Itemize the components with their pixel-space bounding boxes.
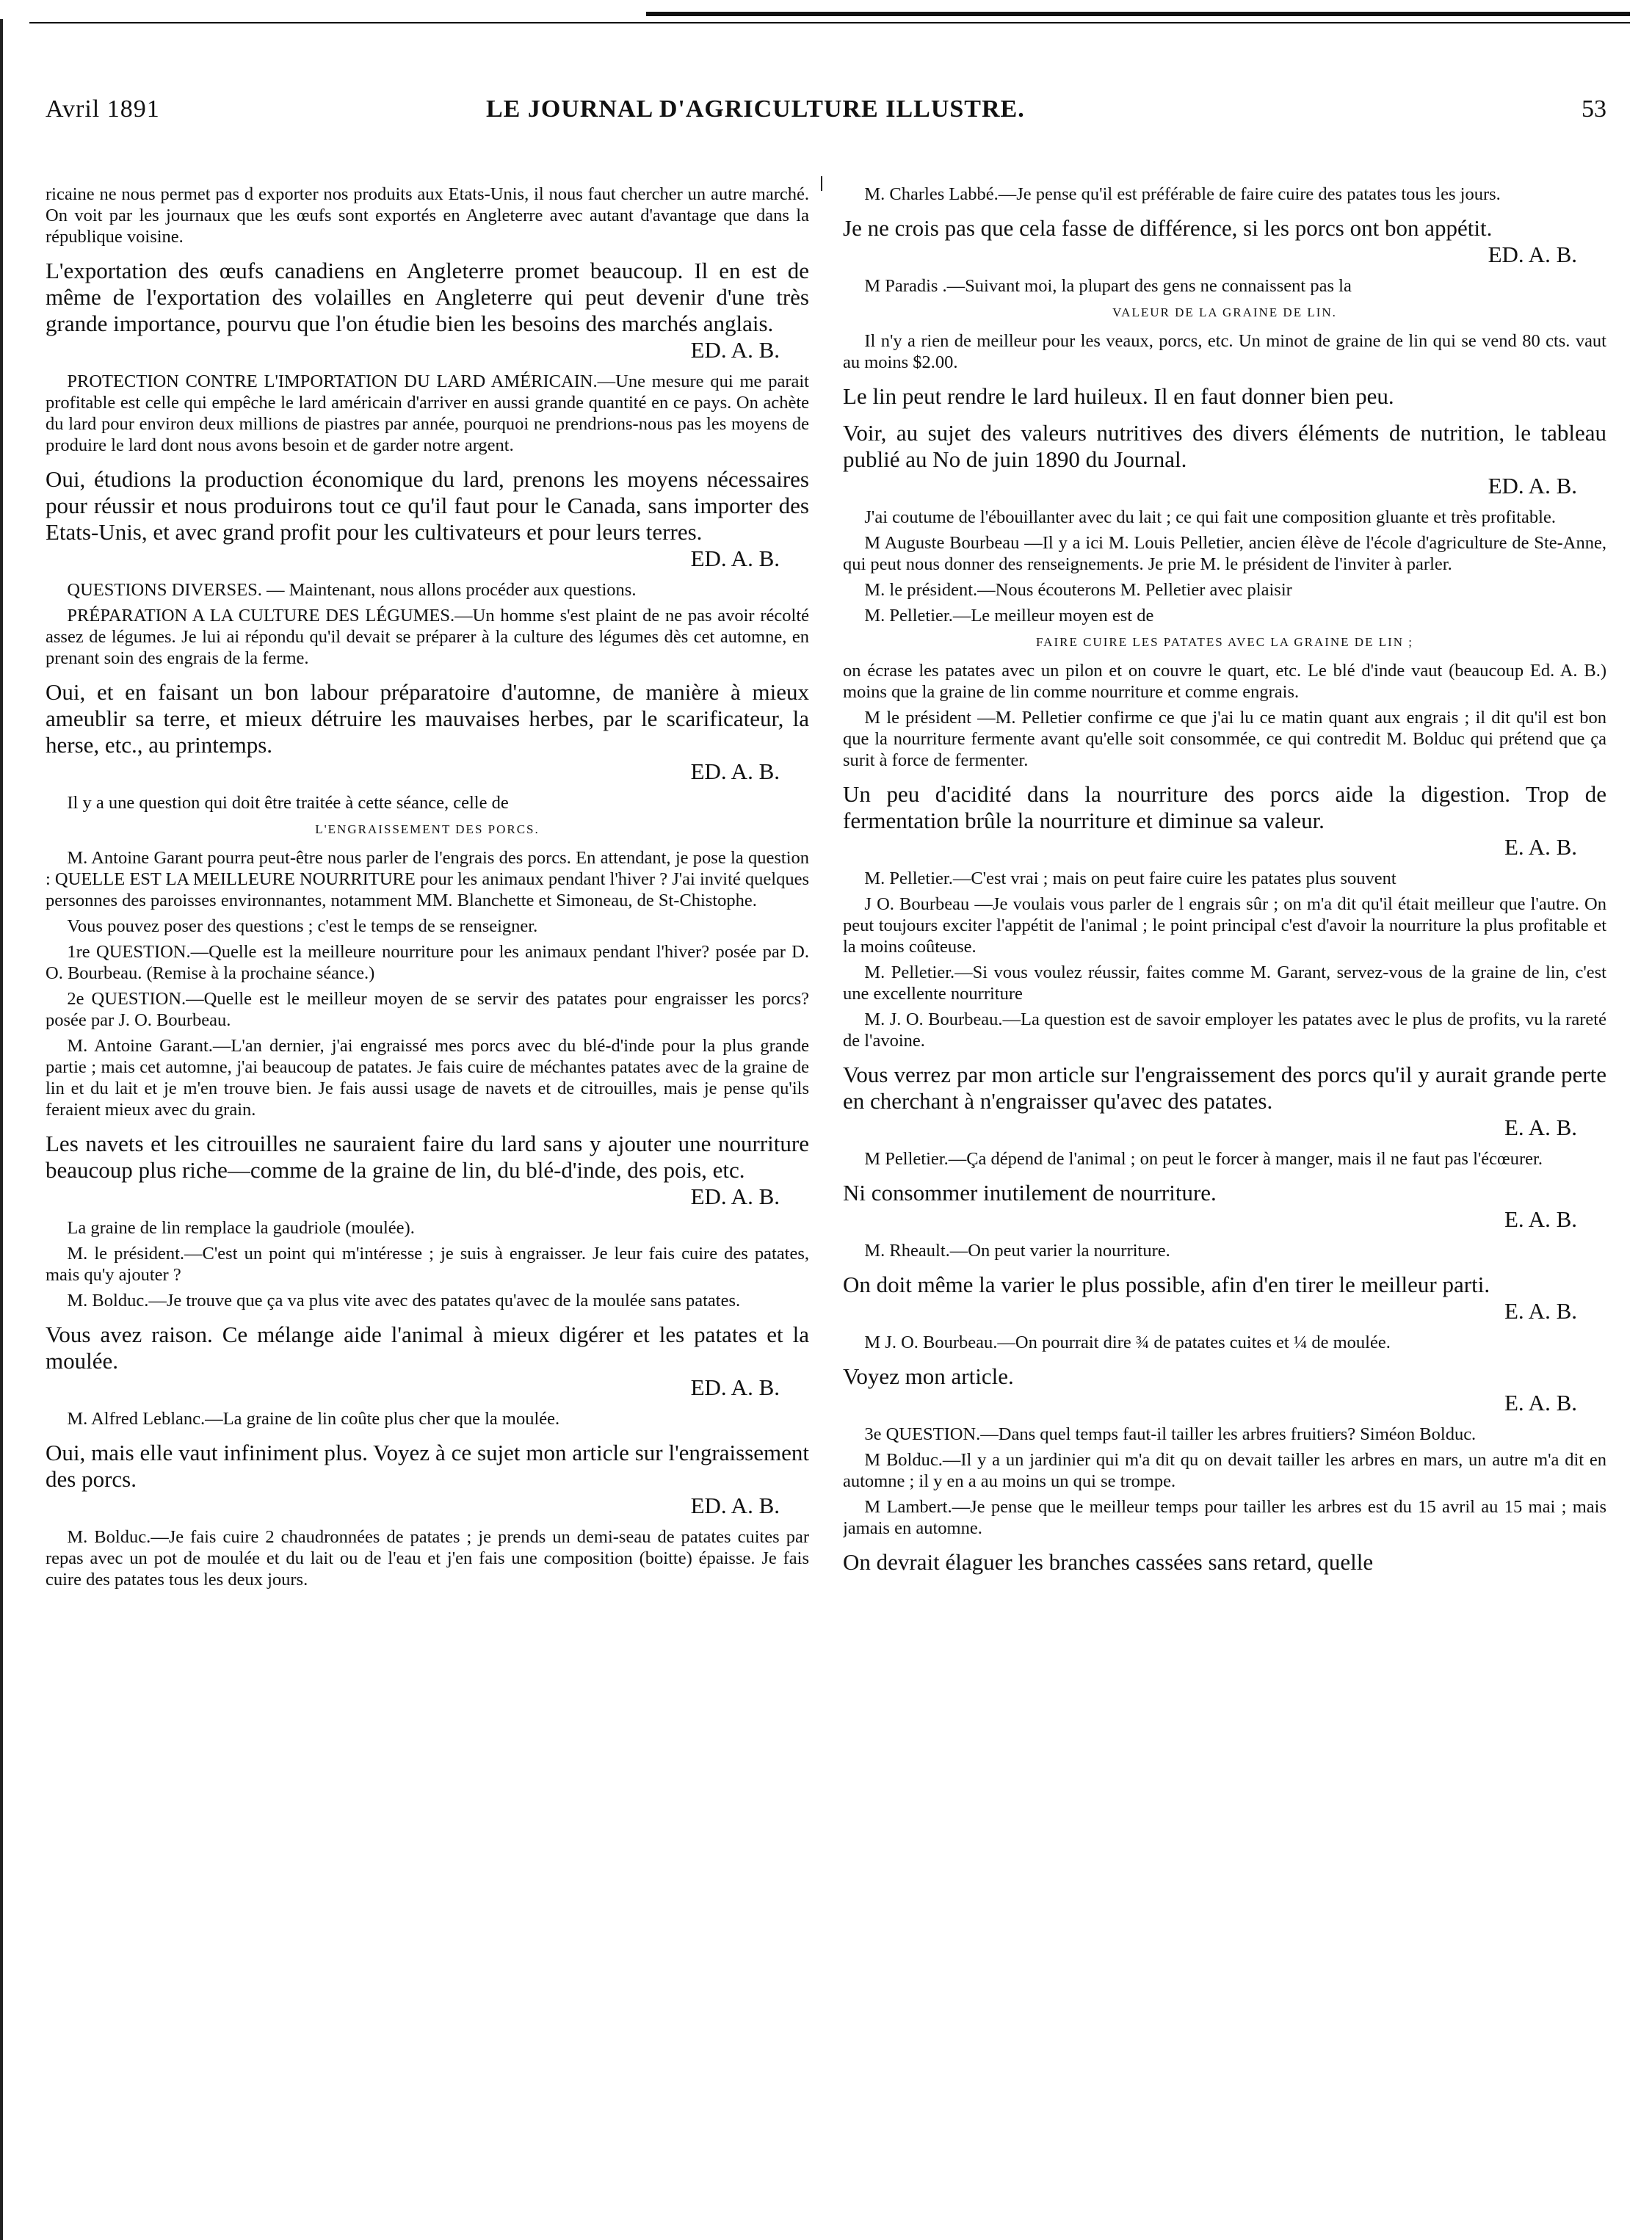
paragraph-text: La graine de lin remplace la gaudriole (moulée).	[67, 1218, 415, 1238]
paragraph-text: M J. O. Bourbeau.—On pourrait dire ¾ de patates cuites et ¼ de moulée.	[864, 1333, 1391, 1352]
paragraph-text: FAIRE CUIRE LES PATATES AVEC LA GRAINE DE LIN ;	[1035, 635, 1414, 649]
paragraph-text: Voir, au sujet des valeurs nutritives des divers éléments de nutrition, le tableau publié au No de juin 1890 du Journal.	[843, 420, 1606, 472]
editor-note	[843, 1062, 1606, 1141]
paragraph	[46, 184, 809, 247]
paragraph	[46, 916, 809, 937]
page-edge-shadow	[0, 19, 3, 2240]
paragraph-text: Oui, et en faisant un bon labour préparatoire d'automne, de manière à mieux ameublir sa terre, et mieux détruire les mauvaises herbes, par le scarificateur, la herse, etc., au printemps.	[46, 679, 809, 758]
journal-title: LE JOURNAL D'AGRICULTURE ILLUSTRE.	[486, 95, 1025, 123]
paragraph-text: M. Rheault.—On peut varier la nourriture.	[864, 1241, 1170, 1261]
header-date: Avril 1891	[46, 95, 160, 123]
editor-note	[46, 1322, 809, 1401]
section-heading	[843, 635, 1606, 650]
page-header	[46, 95, 1606, 132]
editor-note	[46, 1440, 809, 1519]
paragraph	[843, 532, 1606, 575]
paragraph-text: M Auguste Bourbeau —Il y a ici M. Louis Pelletier, ancien élève de l'école d'agriculture de Ste-Anne, qui peut nous donner des renseignements. Je prie M. le président de l'inviter à parler.	[843, 533, 1606, 574]
editor-note	[46, 466, 809, 572]
paragraph-text: M. Pelletier.—C'est vrai ; mais on peut faire cuire les patates plus souvent	[864, 869, 1396, 888]
paragraph-text: Je ne crois pas que cela fasse de différence, si les porcs ont bon appétit.	[843, 215, 1493, 241]
paragraph-text: L'ENGRAISSEMENT DES PORCS.	[315, 822, 540, 836]
editor-signature: E. A. B.	[1504, 1390, 1577, 1416]
section-heading	[843, 305, 1606, 320]
editor-signature: ED. A. B.	[690, 758, 780, 784]
paragraph	[46, 371, 809, 456]
editor-note	[843, 1363, 1606, 1416]
paragraph-text: M. J. O. Bourbeau.—La question est de savoir employer les patates avec le plus de profits, vu la rareté de l'avoine.	[843, 1010, 1606, 1051]
paragraph	[843, 707, 1606, 771]
paragraph-text: M. Pelletier.—Le meilleur moyen est de	[864, 606, 1154, 626]
paragraph	[843, 1449, 1606, 1492]
paragraph	[843, 1009, 1606, 1051]
paragraph-text: J O. Bourbeau —Je voulais vous parler de l engrais sûr ; on m'a dit qu'il était meilleur que l'autre. On peut toujours exciter l'appétit de l'animal ; le point principal c'est d'avoir la nourriture la plus profitable et la moins coûteuse.	[843, 894, 1606, 957]
paragraph-text: 3e QUESTION.—Dans quel temps faut-il tailler les arbres fruitiers? Siméon Bolduc.	[864, 1424, 1477, 1444]
paragraph	[46, 847, 809, 911]
editor-note	[46, 258, 809, 363]
paragraph-text: On doit même la varier le plus possible, afin d'en tirer le meilleur parti.	[843, 1272, 1490, 1297]
paragraph	[843, 605, 1606, 626]
paragraph	[46, 988, 809, 1031]
paragraph-text: L'exportation des œufs canadiens en Angleterre promet beaucoup. Il en est de même de l'exportation des volailles en Angleterre qui peut devenir d'une très grande importance, pourvu que l'on étudie bien les besoins des marchés anglais.	[46, 258, 809, 336]
paragraph-text: 2e QUESTION.—Quelle est le meilleur moyen de se servir des patates pour engraisser les porcs? posée par J. O. Bourbeau.	[46, 989, 809, 1030]
editor-signature: ED. A. B.	[1488, 242, 1577, 267]
paragraph-text: 1re QUESTION.—Quelle est la meilleure nourriture pour les animaux pendant l'hiver? posée par D. O. Bourbeau. (Remise à la prochaine séance.)	[46, 942, 809, 983]
paragraph	[46, 1035, 809, 1120]
paragraph-text: Il y a une question qui doit être traitée à cette séance, celle de	[67, 793, 509, 813]
paragraph	[46, 1408, 809, 1429]
paragraph-text: M. le président.—C'est un point qui m'intéresse ; je suis à engraisser. Je leur fais cuire des patates, mais qu'y ajouter ?	[46, 1244, 809, 1285]
paragraph	[46, 1290, 809, 1311]
editor-note	[843, 215, 1606, 268]
paragraph	[46, 1217, 809, 1239]
paragraph	[843, 579, 1606, 601]
paragraph	[46, 1526, 809, 1590]
paragraph-text: M Lambert.—Je pense que le meilleur temps pour tailler les arbres est du 15 avril au 15 mai ; mais jamais en automne.	[843, 1497, 1606, 1538]
paragraph	[843, 660, 1606, 703]
paragraph-text: Le lin peut rendre le lard huileux. Il en faut donner bien peu.	[843, 383, 1394, 409]
section-heading	[46, 822, 809, 837]
paragraph-text: on écrase les patates avec un pilon et on couvre le quart, etc. Le blé d'inde vaut (beaucoup Ed. A. B.) moins que la graine de lin comme nourriture et comme engrais.	[843, 661, 1606, 702]
paragraph-text: Vous verrez par mon article sur l'engraissement des porcs qu'il y aurait grande perte en cherchant à n'engraisser qu'avec des patates.	[843, 1062, 1606, 1114]
paragraph-text: M. Bolduc.—Je trouve que ça va plus vite avec des patates qu'avec de la moulée sans patates.	[67, 1291, 741, 1311]
paragraph-text: ricaine ne nous permet pas d exporter nos produits aux Etats-Unis, il nous faut chercher un autre marché. On voit par les journaux que les œufs sont exportés en Angleterre avec autant d'avantage que dans la république voisine.	[46, 184, 809, 247]
editor-signature: ED. A. B.	[690, 337, 780, 363]
paragraph-text: Oui, étudions la production économique du lard, prenons les moyens nécessaires pour réussir et nous produirons tout ce qu'il faut pour le Canada, sans importer des Etats-Unis, et avec grand profit pour les cultivateurs et pour leurs terres.	[46, 466, 809, 545]
editor-signature: ED. A. B.	[1488, 473, 1577, 499]
editor-signature: E. A. B.	[1504, 834, 1577, 860]
top-rule-heavy	[646, 12, 1630, 16]
paragraph-text: J'ai coutume de l'ébouillanter avec du lait ; ce qui fait une composition gluante et très profitable.	[864, 507, 1556, 527]
editor-signature: ED. A. B.	[690, 1493, 780, 1518]
editor-note	[843, 383, 1606, 410]
paragraph	[46, 1243, 809, 1286]
paragraph	[843, 1240, 1606, 1261]
editor-signature: E. A. B.	[1504, 1206, 1577, 1232]
paragraph-text: M. Antoine Garant.—L'an dernier, j'ai engraissé mes porcs avec du blé-d'inde pour la plus grande partie ; mais cet automne, j'ai beaucoup de patates. Je fais cuire de méchantes patates avec de la graine de lin et du lait et je m'en trouve bien. Je fais aussi usage de navets et de citrouilles, mais je pense qu'ils feraient mieux avec du grain.	[46, 1036, 809, 1120]
paragraph-text: M. Charles Labbé.—Je pense qu'il est préférable de faire cuire des patates tous les jours.	[864, 184, 1501, 204]
paragraph	[843, 184, 1606, 205]
top-rule-thin	[29, 22, 1630, 23]
paragraph	[46, 941, 809, 984]
paragraph	[46, 579, 809, 601]
paragraph-text: Un peu d'acidité dans la nourriture des porcs aide la digestion. Trop de fermentation brûle la nourriture et diminue sa valeur.	[843, 781, 1606, 833]
paragraph-text: Ni consommer inutilement de nourriture.	[843, 1180, 1217, 1206]
paragraph	[843, 1148, 1606, 1170]
paragraph-text: M. Pelletier.—Si vous voulez réussir, faites comme M. Garant, servez-vous de la graine de lin, c'est une excellente nourriture	[843, 963, 1606, 1004]
paragraph-text: Vous avez raison. Ce mélange aide l'animal à mieux digérer et les patates et la moulée.	[46, 1322, 809, 1374]
paragraph-text: PRÉPARATION A LA CULTURE DES LÉGUMES.—Un homme s'est plaint de ne pas avoir récolté assez de légumes. Je lui ai répondu qu'il devait se préparer à la culture des légumes dès cet automne, en prenant soin des engrais de la ferme.	[46, 606, 809, 668]
editor-signature: E. A. B.	[1504, 1298, 1577, 1324]
paragraph	[843, 1332, 1606, 1353]
paragraph	[843, 330, 1606, 373]
paragraph-text: Il n'y a rien de meilleur pour les veaux, porcs, etc. Un minot de graine de lin qui se vend 80 cts. vaut au moins $2.00.	[843, 331, 1606, 372]
paragraph-text: M le président —M. Pelletier confirme ce que j'ai lu ce matin quant aux engrais ; il dit qu'il est bon que la nourriture fermente avant qu'elle soit consommée, ce qui contredit M. Bolduc qui prétend que ça surit à force de fermenter.	[843, 708, 1606, 770]
column-divider	[821, 176, 822, 191]
editor-note	[843, 1549, 1606, 1576]
paragraph	[843, 507, 1606, 528]
paragraph-text: M. Alfred Leblanc.—La graine de lin coûte plus cher que la moulée.	[67, 1409, 560, 1429]
editor-signature: ED. A. B.	[690, 1184, 780, 1209]
paragraph	[843, 275, 1606, 297]
paragraph-text: M. Bolduc.—Je fais cuire 2 chaudronnées de patates ; je prends un demi-seau de patates cuites par repas avec un pot de moulée et du lait ou de l'eau et j'en fais une composition (boitte) épaisse. Je fais cuire des patates tous les deux jours.	[46, 1527, 809, 1590]
paragraph-text: M Paradis .—Suivant moi, la plupart des gens ne connaissent pas la	[864, 276, 1352, 296]
editor-signature: ED. A. B.	[690, 545, 780, 571]
paragraph-text: On devrait élaguer les branches cassées sans retard, quelle	[843, 1549, 1374, 1575]
paragraph-text: M. Antoine Garant pourra peut-être nous parler de l'engrais des porcs. En attendant, je pose la question : QUELLE EST LA MEILLEURE NOURRITURE pour les animaux pendant l'hiver ? J'ai invité quelques personnes des paroisses environnantes, notamment MM. Blanchette et Simoneau, de St-Chistophe.	[46, 848, 809, 910]
editor-note	[843, 420, 1606, 499]
paragraph-text: Les navets et les citrouilles ne sauraient faire du lard sans y ajouter une nourriture beaucoup plus riche—comme de la graine de lin, du blé-d'inde, des pois, etc.	[46, 1131, 809, 1183]
paragraph-text: M. le président.—Nous écouterons M. Pelletier avec plaisir	[864, 580, 1292, 600]
editor-note	[843, 1272, 1606, 1324]
paragraph	[843, 868, 1606, 889]
paragraph-text: M Bolduc.—Il y a un jardinier qui m'a dit qu on devait tailler les arbres en mars, un autre m'a dit en automne ; il y en a au moins un qui se trompe.	[843, 1450, 1606, 1491]
editor-signature: E. A. B.	[1504, 1114, 1577, 1140]
paragraph	[843, 1424, 1606, 1445]
right-column	[843, 184, 1606, 2217]
editor-note	[843, 1180, 1606, 1233]
page-number: 53	[1582, 95, 1606, 123]
paragraph-text: PROTECTION CONTRE L'IMPORTATION DU LARD AMÉRICAIN.—Une mesure qui me parait profitable est celle qui empêche le lard américain d'arriver en aussi grande quantité en ce pays. On achète du lard pour environ deux millions de piastres par année, pourquoi ne prendrions-nous pas les moyens de produire le lard dont nous avons besoin et de garder notre argent.	[46, 371, 809, 455]
editor-note	[46, 679, 809, 785]
paragraph	[46, 792, 809, 813]
paragraph-text: QUESTIONS DIVERSES. — Maintenant, nous allons procéder aux questions.	[67, 580, 637, 600]
paragraph-text: Vous pouvez poser des questions ; c'est le temps de se renseigner.	[67, 916, 538, 936]
paragraph	[843, 1496, 1606, 1539]
paragraph-text: M Pelletier.—Ça dépend de l'animal ; on peut le forcer à manger, mais il ne faut pas l'écœurer.	[864, 1149, 1543, 1169]
paragraph-text: VALEUR DE LA GRAINE DE LIN.	[1112, 305, 1337, 319]
paragraph-text: Voyez mon article.	[843, 1363, 1014, 1389]
editor-signature: ED. A. B.	[690, 1374, 780, 1400]
paragraph	[843, 962, 1606, 1004]
paragraph-text: Oui, mais elle vaut infiniment plus. Voyez à ce sujet mon article sur l'engraissement des porcs.	[46, 1440, 809, 1492]
left-column	[46, 184, 809, 2217]
editor-note	[46, 1131, 809, 1210]
paragraph	[843, 894, 1606, 957]
paragraph	[46, 605, 809, 669]
editor-note	[843, 781, 1606, 860]
